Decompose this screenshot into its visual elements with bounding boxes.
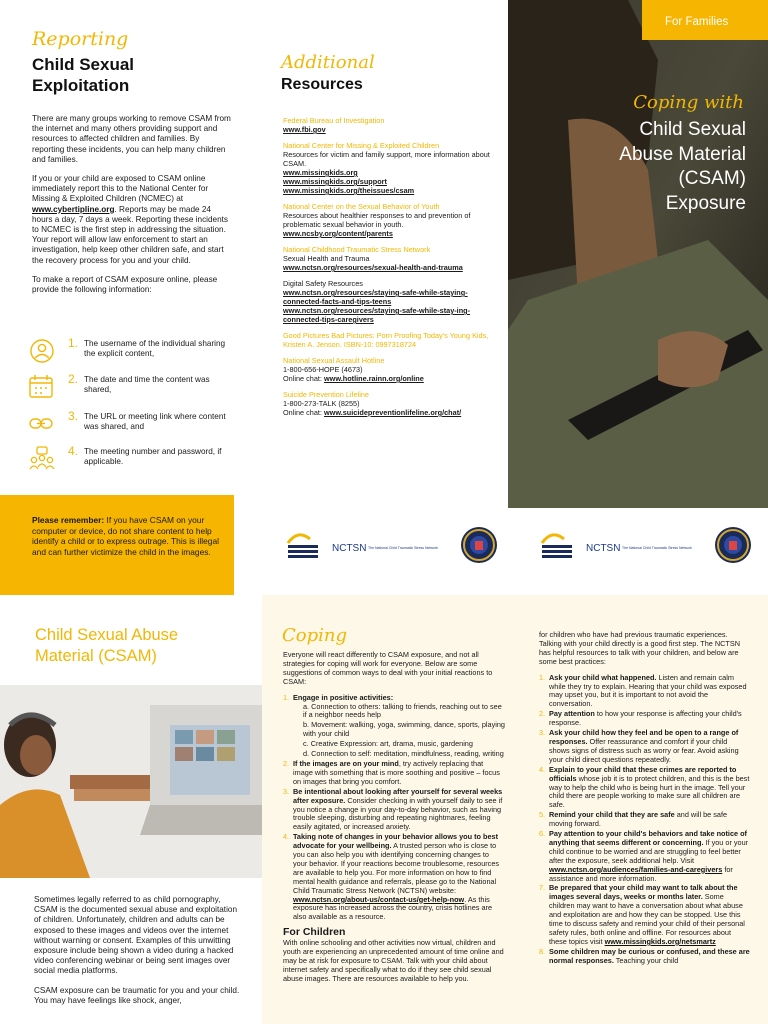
resource-phone: 1-800-273-TALK (8255) <box>283 399 360 408</box>
list-item-bold: Remind your child that they are safe <box>549 810 675 820</box>
list-number: 3. <box>539 728 546 738</box>
resource-chat <box>283 374 493 383</box>
list-item <box>283 788 505 833</box>
cover-title <box>546 118 746 216</box>
list-number: 8. <box>539 946 546 956</box>
list-item-text: for assistance and more information. <box>549 864 733 883</box>
step-number: 2. <box>68 372 79 386</box>
list-item <box>539 674 750 710</box>
child-with-phone-photo <box>508 0 768 508</box>
panel-coping <box>262 595 768 1024</box>
panel-csam-definition <box>0 595 262 1024</box>
reporting-para2-a: If you or your child are exposed to CSAM online immediately report this to the National Center for Missing & Exploited Children (NCMEC) at <box>32 174 209 204</box>
resource-heading: National Sexual Assault Hotline <box>283 356 385 365</box>
list-item-bold: Be intentional about looking after yourself for several weeks after exposure. <box>293 786 503 805</box>
resource-heading: National Center on the Sexual Behavior of Youth <box>283 202 440 211</box>
list-item-bold: Engage in positive activities: <box>293 692 394 702</box>
step-text: The username of the individual sharing the explicit content, <box>84 339 226 359</box>
cover-title-line1: Child Sexual <box>639 119 746 140</box>
reporting-title-line2: Exploitation <box>32 76 130 95</box>
csam-title-line2: Material (CSAM) <box>35 647 157 665</box>
resource-chat-label: Online chat: <box>283 374 324 383</box>
resource-heading: Suicide Prevention Lifeline <box>283 390 369 399</box>
best-practices-list <box>539 674 750 966</box>
step-text: The URL or meeting link where content was shared, and <box>84 412 226 432</box>
sub-list-item: d. Connection to self: meditation, mindfulness, reading, writing <box>303 749 504 759</box>
sub-list-item: a. Connection to others: talking to friends, reaching out to see if a neighbor needs help <box>303 701 502 720</box>
resource-fbi <box>283 116 493 134</box>
reporting-body <box>32 114 232 304</box>
for-families-tag: For Families <box>642 0 768 40</box>
list-item-bold: Ask your child how they feel and be open to a range of responses. <box>549 728 739 746</box>
meeting-people-icon <box>28 446 56 472</box>
resource-heading: National Childhood Traumatic Stress Network <box>283 245 431 254</box>
resource-chat <box>283 408 493 417</box>
list-item <box>283 694 505 759</box>
resource-ncmec <box>283 141 493 195</box>
csam-title-line1: Child Sexual Abuse <box>35 626 179 644</box>
step-date-time <box>28 374 233 404</box>
list-item-text: If you or your child continue to be worried and are struggling to feel better after the exposure, seek additional help. Visit <box>549 837 749 865</box>
reporting-para1: There are many groups working to remove CSAM from the internet and many others providing support and resources to affected children and families. By reporting these incidents, you can help many children and families. <box>32 114 231 164</box>
resource-link[interactable]: www.ncsby.org/content/parents <box>283 229 393 238</box>
for-children-text: With online schooling and other activities now virtual, children and youth are experiencing an unprecedented amount of time online and may be at risk for exposure to CSAM. Talk with your child about internet safety and specifically what to do if they see child sexual abuse images. There are resources available to help you. <box>283 938 504 983</box>
resource-link[interactable]: www.missingkids.org <box>283 168 358 177</box>
resource-chat-label: Online chat: <box>283 408 324 417</box>
please-remember-body: If you have CSAM on your computer or device, do not share content to help identify a child or to express outrage. This is illegal and can further victimize the child in the images. <box>32 515 219 557</box>
panel-reporting <box>0 0 256 595</box>
resources-list <box>283 116 493 424</box>
list-item-text: Teaching your child <box>613 955 679 965</box>
svg-text:NCTSN: NCTSN <box>332 543 367 554</box>
resource-heading: Good Pictures Bad Pictures: Porn Proofing Today's Young Kids, Kristen A. Jenson. ISBN-10: 0997318724 <box>283 331 489 349</box>
resource-digital-safety <box>283 279 493 324</box>
resource-text: Digital Safety Resources <box>283 279 363 288</box>
list-item <box>539 884 750 946</box>
please-remember-label: Please remember: <box>32 515 105 525</box>
resource-link[interactable]: www.suicidepreventionlifeline.org/chat/ <box>323 408 462 417</box>
reporting-title-line1: Child Sexual <box>32 55 135 74</box>
list-item-text: . As this exposure has increased across the country, crisis hotlines are also available as a resource. <box>293 894 493 922</box>
nctsn-families-link[interactable]: www.nctsn.org/audiences/families-and-caregivers <box>549 864 723 874</box>
list-item-text: Listen and remain calm while they try to explain. Hearing that your child was exposed may upset you, but it is important to not avoid the conversation. <box>549 672 747 709</box>
reporting-para3: To make a report of CSAM exposure online, please provide the following information: <box>32 274 218 295</box>
step-username <box>28 338 233 368</box>
list-item-bold: Taking note of changes in your behavior allows you to best advocate for your wellbeing. <box>293 832 499 851</box>
coping-with-script: Coping with <box>633 92 744 113</box>
list-item-bold: Pay attention to your child's behaviors and take notice of anything that seems different or concerning. <box>549 829 747 847</box>
list-item-bold: Pay attention <box>549 709 595 719</box>
list-number: 2. <box>539 709 546 719</box>
csam-body <box>34 895 244 1015</box>
partner-logos-graphic <box>284 525 499 565</box>
link-icon <box>28 411 56 437</box>
reporting-script-heading: Reporting <box>32 28 129 50</box>
ncmec-logo <box>542 535 572 558</box>
list-item-bold: Some children may be curious or confused, and these are normal responses. <box>549 946 750 965</box>
resource-phone: 1-800-656-HOPE (4673) <box>283 365 363 374</box>
resource-nctsn <box>283 245 493 272</box>
panel-cover <box>508 0 768 508</box>
cybertipline-link[interactable]: www.cybertipline.org <box>32 204 115 214</box>
list-number: 7. <box>539 883 546 893</box>
fbi-seal-icon <box>461 527 497 563</box>
resource-heading: National Center for Missing & Exploited Children <box>283 141 440 150</box>
resource-ncsby <box>283 202 493 238</box>
cover-title-line3: (CSAM) <box>678 168 746 189</box>
resource-book <box>283 331 493 349</box>
resource-text: Resources about healthier responses to and prevention of problematic sexual behavior in youth. <box>283 211 471 229</box>
cover-partner-logos-graphic <box>538 525 753 565</box>
sub-list <box>293 703 505 759</box>
ncmec-logo <box>288 535 318 558</box>
list-number: 6. <box>539 829 546 839</box>
coping-list <box>283 694 505 923</box>
list-item-text: A trusted person who is close to you can also help you with identifying concerning changes to your behavior. If your reactions become troublesome, resources are available to help you. For more information on how to find mental health guidance and referrals, please go to the National Child Traumatic Stress Network (NCTSN) website: <box>293 841 500 895</box>
list-number: 2. <box>283 758 290 768</box>
nctsn-logo <box>586 543 692 554</box>
step-text: The meeting number and password, if applicable. <box>84 447 222 467</box>
resources-title: Resources <box>281 76 363 93</box>
reporting-title <box>32 54 134 96</box>
list-item-bold: Ask your child what happened. <box>549 672 657 682</box>
list-item <box>539 729 750 765</box>
reporting-para2-b: . Reports may be made 24 hours a day, 7 days a week. Reporting these incidents to NCMEC is the first step in addressing the situation. Your report will allow law enforcement to start an investigation, help keep other children safe, and start the recovery process for you and your child. <box>32 204 229 265</box>
resource-link[interactable]: www.hotline.rainn.org/online <box>323 374 424 383</box>
reporting-para2 <box>32 174 232 266</box>
best-practices-intro: for children who have had previous traumatic experiences. Talking with your child directly is a good first step. The NCTSN has helpful resources to talk with your children, and below are some best practices: <box>539 630 741 666</box>
resource-link[interactable]: www.nctsn.org/resources/staying-safe-while-staying-connected-facts-and-tips-teens <box>283 288 468 306</box>
coping-intro: Everyone will react differently to CSAM exposure, and not all strategies for coping will work for everyone. Below are some suggestions of common ways to deal with your initial reactions to CSAM: <box>283 650 493 686</box>
resource-link[interactable]: www.missingkids.org/theissues/csam <box>283 186 415 195</box>
step-number: 4. <box>68 444 79 458</box>
resource-heading: Federal Bureau of Investigation <box>283 116 385 125</box>
cover-partner-logos <box>538 525 753 565</box>
csam-para1: Sometimes legally referred to as child pornography, CSAM is the documented sexual abuse and exploitation of children. Unfortunately, children and adults can be exposed to these images and videos over the internet without warning or consent. Examples of this unwitting exposure include being shown a video during a hacked video conferencing webinar or being sent images over social media platforms. <box>34 895 237 976</box>
list-item-text: Some children may want to have a conversation about what abuse and exploitation are and how they can be stopped. Use this time to discuss safety and remind your child of their personal safety rules, both online and offline. For resources about these topics visit <box>549 892 745 946</box>
list-number: 4. <box>283 832 290 842</box>
step-number: 1. <box>68 336 79 350</box>
list-item-text: , try actively replacing that image with something that is more soothing and positive – focus on images that bring you comfort. <box>293 758 500 786</box>
list-number: 4. <box>539 764 546 774</box>
list-item <box>283 833 505 922</box>
list-item-bold: Be prepared that your child may want to talk about the images several days, weeks or months later. <box>549 883 738 902</box>
sub-list-item: b. Movement: walking, yoga, swimming, dance, sports, playing with your child <box>303 720 505 739</box>
list-item-text: to how your response is affecting your child's response. <box>549 709 742 728</box>
resource-suicide-lifeline <box>283 390 493 417</box>
please-remember-text <box>32 515 220 557</box>
resource-sexual-assault-hotline <box>283 356 493 383</box>
list-item <box>539 766 750 811</box>
list-number: 1. <box>283 692 290 702</box>
resource-link[interactable]: www.missingkids.org/support <box>283 177 387 186</box>
list-item-text: and will be safe moving forward. <box>549 810 728 829</box>
resource-link[interactable]: www.nctsn.org/resources/staying-safe-while-stay-ing-connected-tips-caregivers <box>283 306 471 324</box>
user-icon <box>28 338 56 364</box>
list-item-bold: If the images are on your mind <box>293 758 399 768</box>
step-text: The date and time the content was shared, <box>84 375 210 395</box>
list-number: 5. <box>539 810 546 820</box>
for-children-heading: For Children <box>283 926 346 939</box>
list-item <box>539 710 750 728</box>
list-number: 3. <box>283 786 290 796</box>
svg-text:The National Child Traumatic S: The National Child Traumatic Stress Network <box>622 546 692 550</box>
step-meeting <box>28 446 233 476</box>
svg-text:The National Child Traumatic S: The National Child Traumatic Stress Network <box>368 546 438 550</box>
partner-logos <box>284 525 499 565</box>
list-item <box>539 830 750 883</box>
resource-link[interactable]: www.nctsn.org/resources/sexual-health-and-trauma <box>283 263 463 272</box>
csam-title <box>35 625 235 667</box>
cover-title-line2: Abuse Material <box>619 143 746 165</box>
list-item-text: Consider checking in with yourself daily to see if you notice a change in your day-to-day behavior, such as having trouble sleeping, disturbing and repeating nightmares, feeling easily agitated, or increased anxiety. <box>293 795 503 832</box>
netsmartz-link[interactable]: www.missingkids.org/netsmartz <box>604 936 716 946</box>
list-item-text: whose job it is to protect children, and this is the best way to help the child who is being hurt in the image. Tell your child there are people working to make sure all children are safe. <box>549 773 750 810</box>
cover-title-line4: Exposure <box>665 192 746 214</box>
fbi-seal-icon <box>715 527 751 563</box>
please-remember-box <box>0 495 234 595</box>
coping-script-heading: Coping <box>282 625 348 646</box>
list-item-bold: Explain to your child that these crimes are reported to officials <box>549 764 737 783</box>
resources-script-heading: Additional <box>281 52 375 73</box>
resource-link[interactable]: www.fbi.gov <box>283 125 326 134</box>
svg-text:NCTSN: NCTSN <box>586 543 621 554</box>
resource-text: Resources for victim and family support, more information about CSAM. <box>283 150 490 168</box>
nctsn-get-help-link[interactable]: www.nctsn.org/about-us/contact-us/get-help-now <box>293 894 465 904</box>
child-at-laptop-photo <box>0 685 262 878</box>
csam-para2: CSAM exposure can be traumatic for you and your child. You may have feelings like shock, anger, <box>34 985 240 1005</box>
sub-list-item: c. Creative Expression: art, drama, music, gardening <box>303 739 473 749</box>
calendar-icon <box>28 374 56 400</box>
list-item <box>539 811 750 829</box>
panel-resources <box>256 0 512 595</box>
list-item <box>283 760 505 787</box>
step-url <box>28 411 233 441</box>
step-number: 3. <box>68 409 79 423</box>
coping-column-left <box>283 651 505 984</box>
nctsn-logo <box>332 543 438 554</box>
resource-text: Sexual Health and Trauma <box>283 254 370 263</box>
list-number: 1. <box>539 672 546 682</box>
list-item <box>539 948 750 966</box>
list-item-text: Offer reassurance and comfort if your child shows signs of distress such as worry or fear. Avoid asking your child direct questions repeatedly. <box>549 736 739 764</box>
coping-column-right <box>539 631 750 967</box>
